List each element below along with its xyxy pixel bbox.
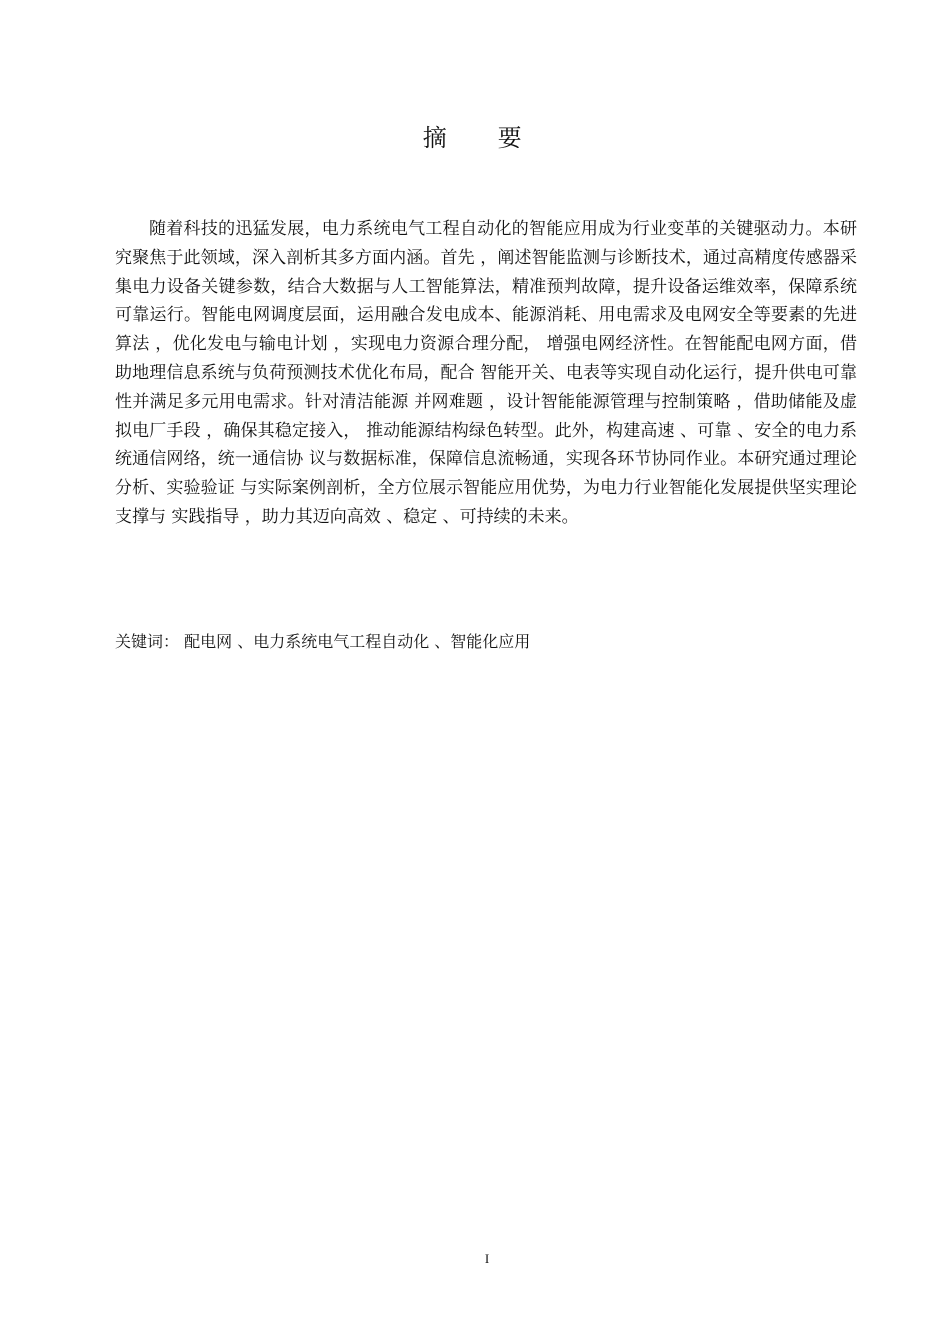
page-number: I	[484, 1251, 490, 1266]
abstract-paragraph: 随着科技的迅猛发展，电力系统电气工程自动化的智能应用成为行业变革的关键驱动力。本研究聚焦于此领域，深入剖析其多方面内涵。首先 ，阐述智能监测与诊断技术，通过高精度传感器采集电力设备关键参数，结合大数据与人工智能算法，精准预判故障，提升设备运维效率，保障系统可靠运行。智能电网调度层面，运用融合发电成本、能源消耗、用电需求及电网安全等要素的先进算法 ，优化发电与输电计划 ，实现电力资源合理分配， 增强电网经济性。在智能配电网方面，借助地理信息系统与负荷预测技术优化布局，配合 智能开关、电表等实现自动化运行，提升供电可靠性并满足多元用电需求。针对清洁能源 并网难题 ，设计智能能源管理与控制策略 ，借助储能及虚拟电厂手段 ，确保其稳定接入， 推动能源结构绿色转型。此外，构建高速 、可靠 、安全的电力系统通信网络，统一通信协 议与数据标准，保障信息流畅通，实现各环节协同作业。本研究通过理论分析、实验验证 与实际案例剖析，全方位展示智能应用优势，为电力行业智能化发展提供坚实理论支撑与 实践指导 ，助力其迈向高效 、稳定 、可持续的未来。	[115, 219, 857, 527]
abstract-title: 摘 要	[422, 124, 544, 152]
keywords-label: 关键词：	[115, 632, 180, 651]
keywords-value: 配电网 、电力系统电气工程自动化 、智能化应用	[179, 632, 531, 651]
keywords-line	[115, 629, 857, 655]
